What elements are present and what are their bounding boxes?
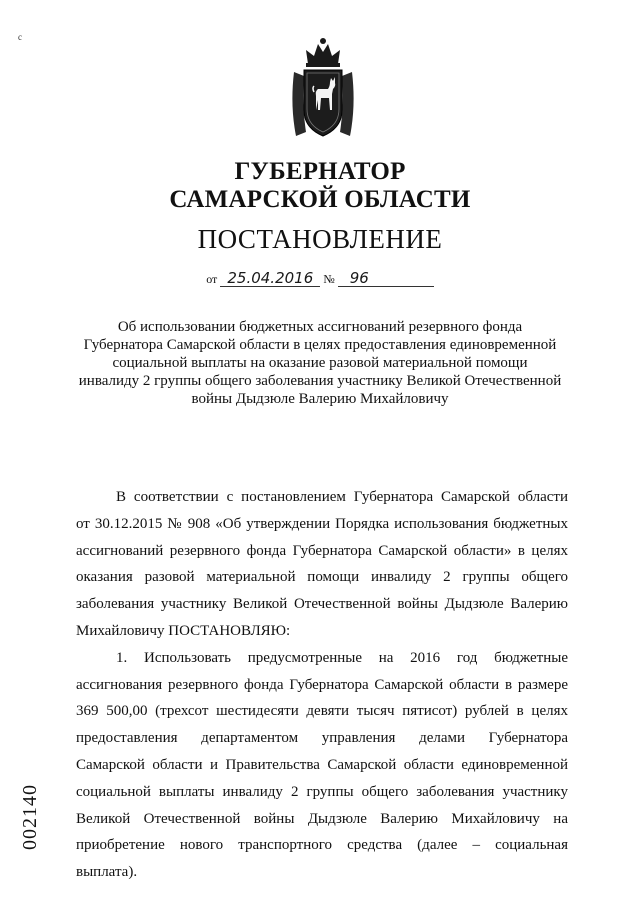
body-line: 1. Использовать предусмотренные на 2016 год бюджетные <box>116 649 568 666</box>
body-line: выплата). <box>76 864 138 881</box>
subject-line: Об использовании бюджетных ассигнований резервного фонда <box>117 319 523 335</box>
body-line: Самарской области и Правительства Самарской области единовременной <box>76 756 568 773</box>
coat-of-arms-emblem <box>284 36 362 144</box>
document-date: 25.04.2016 <box>220 270 320 287</box>
date-prefix: от <box>206 272 218 286</box>
body-line: ассигнования резервного фонда Губернатора Самарской области в размере <box>76 676 568 693</box>
body-line: 369 500,00 (трехсот шестидесяти девяти тысяч пятисот) рублей в целях <box>76 703 568 720</box>
document-type-heading: ПОСТАНОВЛЕНИЕ <box>197 224 443 254</box>
date-number-line <box>0 270 640 287</box>
side-registration-number: 002140 <box>19 784 41 850</box>
subject-line: войны Дыдзюле Валерию Михайловичу <box>191 391 449 407</box>
body-line: предоставления департаментом управления делами Губернатора <box>76 730 568 747</box>
body-line: приобретение нового транспортного средства (далее – социальная <box>76 837 568 854</box>
body-line: оказания разовой материальной помощи инвалиду 2 группы общего <box>76 569 568 586</box>
body-line: социальной выплаты инвалиду 2 группы общего заболевания участнику <box>76 783 568 800</box>
body-line: заболевания участнику Великой Отечественной войны Дыдзюле Валерию <box>76 596 568 613</box>
document-number: 96 <box>338 270 434 287</box>
issuer-title-line1: ГУБЕРНАТОР <box>234 158 406 185</box>
subject-line: Губернатора Самарской области в целях предоставления единовременной <box>83 337 557 353</box>
number-sign: № <box>323 272 335 286</box>
body-line: В соответствии с постановлением Губернатора Самарской области <box>116 489 568 505</box>
subject-line: социальной выплаты на оказание разовой материальной помощи <box>112 355 528 371</box>
body-line: Михайловичу ПОСТАНОВЛЯЮ: <box>76 622 291 639</box>
issuer-title-line2: САМАРСКОЙ ОБЛАСТИ <box>169 186 471 213</box>
document-body <box>76 484 568 886</box>
subject-line: инвалиду 2 группы общего заболевания участнику Великой Отечественной <box>78 373 562 389</box>
body-line: Великой Отечественной войны Дыдзюле Валерию Михайловичу на <box>76 810 568 827</box>
body-line: от 30.12.2015 № 908 «Об утверждении Порядка использования бюджетных <box>76 515 568 532</box>
document-subject <box>60 318 580 408</box>
body-line: ассигнований резервного фонда Губернатора Самарской области» в целях <box>76 542 568 559</box>
corner-mark: с <box>18 32 22 42</box>
